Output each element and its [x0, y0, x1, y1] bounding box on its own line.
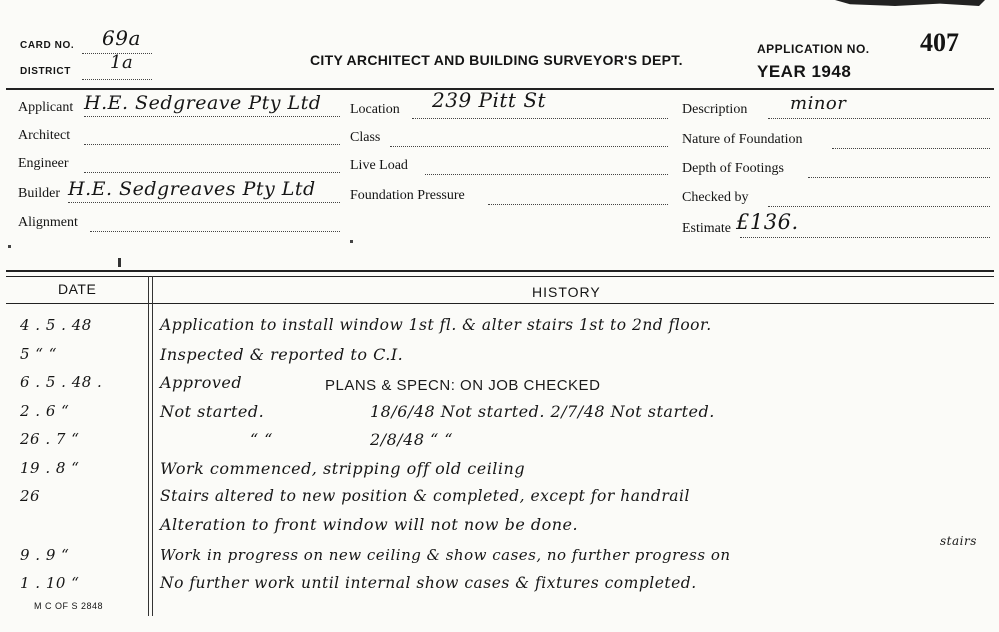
applicant-line: [84, 116, 340, 117]
description-line: [768, 118, 990, 119]
history-row-date: 9 . 9 “: [20, 546, 70, 564]
foundation-pressure-label: Foundation Pressure: [350, 188, 465, 203]
history-row-text: Inspected & reported to C.I.: [160, 345, 404, 364]
nature-of-foundation-label: Nature of Foundation: [682, 132, 803, 147]
location-label: Location: [350, 102, 400, 117]
history-row: [0, 373, 999, 400]
history-row-text: Application to install window 1st fl. & alter stairs 1st to 2nd floor.: [160, 316, 712, 334]
engineer-label: Engineer: [18, 156, 69, 171]
checked-by-label: Checked by: [682, 190, 749, 205]
checked-by-line: [768, 206, 990, 207]
architect-line: [84, 144, 340, 145]
history-row-text: Stairs altered to new position & completed, except for handrail: [160, 487, 690, 505]
history-row: [0, 345, 999, 372]
location-value: 239 Pitt St: [432, 88, 547, 112]
history-row-text: Not started.: [160, 402, 265, 421]
history-row-text: No further work until internal show cases & fixtures completed.: [160, 574, 697, 592]
scan-speck: [350, 240, 353, 243]
plans-checked-stamp: PLANS & SPECN: ON JOB CHECKED: [325, 377, 601, 394]
history-row-followups: 2/8/48 “ “: [370, 430, 454, 449]
location-line: [412, 118, 668, 119]
history-row: [0, 534, 999, 573]
history-row: [0, 487, 999, 514]
class-line: [390, 146, 668, 147]
estimate-value: £136.: [736, 210, 799, 234]
applicant-value: H.E. Sedgreave Pty Ltd: [84, 92, 322, 114]
history-row-text: Work in progress on new ceiling & show cases, no further progress on: [160, 546, 731, 564]
alignment-label: Alignment: [18, 215, 78, 230]
year-label: YEAR 1948: [757, 62, 852, 81]
estimate-label: Estimate: [682, 221, 731, 236]
history-row: [0, 515, 999, 542]
top-ink-marks: [835, 0, 985, 6]
district-line: [82, 79, 152, 80]
builder-label: Builder: [18, 186, 60, 201]
scan-speck: [118, 258, 121, 267]
date-header: DATE: [58, 281, 97, 297]
district-label: DISTRICT: [20, 66, 71, 77]
history-row: [0, 459, 999, 486]
card-no-value: 69a: [102, 26, 141, 50]
history-row-text: Work commenced, stripping off old ceiling: [160, 459, 526, 478]
depth-of-footings-line: [808, 177, 990, 178]
application-no-label: APPLICATION NO.: [757, 42, 870, 56]
history-row: [0, 402, 999, 429]
history-header-rule: [6, 303, 994, 304]
history-row-note: stairs: [940, 534, 977, 548]
card-no-label: CARD NO.: [20, 40, 75, 51]
history-row: [0, 574, 999, 601]
live-load-label: Live Load: [350, 158, 408, 173]
foundation-pressure-line: [488, 204, 668, 205]
history-row-date: 5 “ “: [20, 345, 57, 363]
architect-label: Architect: [18, 128, 71, 143]
builder-value: H.E. Sedgreaves Pty Ltd: [68, 178, 316, 200]
scan-speck: [8, 245, 11, 248]
history-row-date: 26 . 7 “: [20, 430, 80, 448]
history-row-followups: 18/6/48 Not started. 2/7/48 Not started.: [370, 402, 715, 421]
history-row: [0, 316, 999, 343]
builder-line: [68, 202, 340, 203]
history-row-date: 6 . 5 . 48 .: [20, 373, 103, 391]
form-code: M C OF S 2848: [34, 601, 104, 611]
application-no-value: 407: [920, 28, 959, 57]
department-title: CITY ARCHITECT AND BUILDING SURVEYOR'S DEPT.: [310, 52, 683, 68]
history-row: [0, 430, 999, 457]
nature-of-foundation-line: [832, 148, 990, 149]
history-row-text: Alteration to front window will not now be done.: [160, 515, 579, 534]
history-top-rule: [6, 270, 994, 272]
district-value: 1a: [110, 52, 134, 73]
history-header: HISTORY: [532, 284, 601, 300]
history-top-rule-2: [6, 276, 994, 277]
depth-of-footings-label: Depth of Footings: [682, 161, 784, 176]
history-row-date: 4 . 5 . 48: [20, 316, 92, 334]
history-row-date: 19 . 8 “: [20, 459, 80, 477]
live-load-line: [425, 174, 668, 175]
history-row-text: “ “: [250, 430, 273, 449]
alignment-line: [90, 231, 340, 232]
history-row-date: 1 . 10 “: [20, 574, 80, 592]
engineer-line: [84, 172, 340, 173]
estimate-line: [740, 237, 990, 238]
history-row-date: 2 . 6 “: [20, 402, 70, 420]
description-value: minor: [790, 93, 847, 114]
history-row-date: 26: [20, 487, 41, 505]
applicant-label: Applicant: [18, 100, 74, 115]
description-label: Description: [682, 102, 748, 117]
history-row-text: Approved: [160, 373, 243, 392]
class-label: Class: [350, 130, 381, 145]
